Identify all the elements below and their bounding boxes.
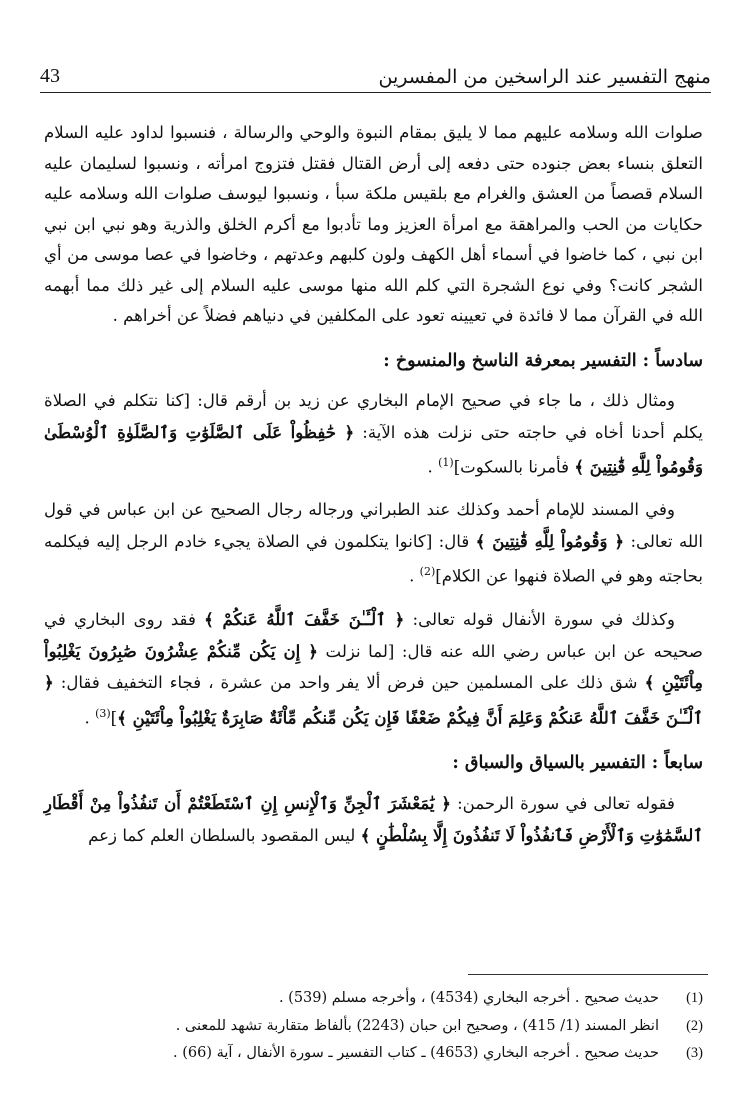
footnotes [60, 985, 703, 1068]
page-body [44, 118, 703, 851]
quran-verse: ﴿ حَٰفِظُواْ عَلَى ٱلصَّلَوَٰتِ وَٱلصَّلَوٰةِ ٱلْوُسْطَىٰ وَقُومُواْ لِلَّهِ قَٰنِتِينَ ﴾ [44, 421, 703, 477]
text-run: شق ذلك على المسلمين حين فرض ألا يفر واحد من عشرة ، فجاء التخفيف فقال: [53, 673, 645, 693]
paragraph-anfal: وكذلك في سورة الأنفال قوله تعالى: ﴿ ٱلْـَٔـٰنَ خَفَّفَ ٱللَّهُ عَنكُمْ ﴾ فقد روى البخاري في صحيحه عن ابن عباس رضي الله عنه قال: [لما نزلت ﴿ إِن يَكُن مِّنكُمْ عِشْرُونَ صَٰبِرُونَ يَغْلِبُواْ مِاْئَتَيْنِ ﴾ شق ذلك على المسلمين حين فرض ألا يفر واحد من عشرة ، فجاء التخفيف فقال: ﴿ ٱلْـَٔـٰنَ خَفَّفَ ٱللَّهُ عَنكُمْ وَعَلِمَ أَنَّ فِيكُمْ ضَعْفًا فَإِن يَكُن مِّنكُم مِّاْئَةٌ صَابِرَةٌ يَغْلِبُواْ مِاْئَتَيْنِ ﴾]$^{(3)}$ . [44, 609, 703, 728]
spacer [44, 592, 703, 604]
footnote-number: (3) [686, 1045, 703, 1061]
footnote-item [60, 985, 703, 1013]
footnote-text: حديث صحيح . أخرجه البخاري (4534) ، وأخرجه مسلم (539) . [278, 990, 659, 1006]
quran-verse: ﴿ وَقُومُواْ لِلَّهِ قَٰنِتِينَ ﴾ [475, 530, 625, 551]
paragraph-prophets: صلوات الله وسلامه عليهم مما لا يليق بمقام النبوة والوحي والرسالة ، فنسبوا لداود عليه السلام التعلق بنساء بعض جنوده حتى دفعه إلى أرض القتال فقتل فتزوج امرأته ، ونسبوا لسليمان عليه السلام قصصاً من العشق والغرام مع بلقيس ملكة سبأ ، ونسبوا ليوسف صلوات الله وسلامه عليه حكايات من الحب والمراهقة مع امرأة العزيز وما تأدبوا مع أكرم الخلق والذرية وهو نبي ابن نبي ابن نبي ، كما خاضوا في أسماء أهل الكهف ولون كلبهم وعدتهم ، وخاضوا في عصا موسى من أي الشجر كانت؟ وفي نوع الشجرة التي كلم الله منها موسى عليه السلام إلى غير ذلك مما أبهمه الله في القرآن مما لا فائدة في تعيينه تعود على المكلفين في دنياهم فضلاً عن أخراهم . [44, 123, 703, 325]
paragraph-rahman [44, 788, 703, 851]
quran-verse: ﴿ يَٰمَعْشَرَ ٱلْجِنِّ وَٱلْإِنسِ إِنِ ٱسْتَطَعْتُمْ أَن تَنفُذُواْ مِنْ أَقْطَارِ ٱلسَّمَٰوَٰتِ وَٱلْأَرْضِ فَٱنفُذُواْ لَا تَنفُذُونَ إِلَّا بِسُلْطَٰنٍ ﴾ [44, 793, 703, 845]
paragraph-zaid-hadith: ومثال ذلك ، ما جاء في صحيح الإمام البخاري عن زيد بن أرقم قال: [كنا نتكلم في الصلاة يكلم أحدنا أخاه في حاجته حتى نزلت هذه الآية: ﴿ حَٰفِظُواْ عَلَى ٱلصَّلَوَٰتِ وَٱلصَّلَوٰةِ ٱلْوُسْطَىٰ وَقُومُواْ لِلَّهِ قَٰنِتِينَ ﴾ فأمرنا بالسكوت]$^{(1)}$ . [44, 391, 703, 477]
footnote-text: انظر المسند (1/ 415) ، وصحيح ابن حبان (2243) بألفاظ متقاربة تشهد للمعنى . [175, 1017, 659, 1034]
footnote-item [60, 1040, 703, 1068]
quran-verse: ﴿ ٱلْـَٔـٰنَ خَفَّفَ ٱللَّهُ عَنكُمْ ﴾ [204, 609, 405, 630]
footnote-number: (1) [686, 990, 703, 1006]
text-run: فقد روى البخاري في صحيحه عن ابن عباس رضي الله عنه قال: [لما نزلت [44, 610, 703, 661]
section-heading-context: سابعاً : التفسير بالسياق والسباق : [452, 752, 703, 773]
footnote-reference[interactable]: (3) [95, 706, 111, 720]
text-run: فأمرنا بالسكوت] [453, 457, 575, 477]
quran-verse: ﴿ ٱلْـَٔـٰنَ خَفَّفَ ٱللَّهُ عَنكُمْ وَعَلِمَ أَنَّ فِيكُمْ ضَعْفًا فَإِن يَكُن مِّنكُم مِّاْئَةٌ صَابِرَةٌ يَغْلِبُواْ مِاْئَتَيْنِ ﴾ [44, 672, 703, 728]
footnote-reference[interactable]: (1) [438, 456, 454, 469]
text-run: وفي المسند للإمام أحمد وكذلك عند الطبراني ورجاله رجال الصحيح عن ابن عباس في قول الله تعالى: [44, 500, 703, 551]
page-number: 43 [40, 65, 60, 87]
header-divider [40, 92, 711, 93]
footnote-divider [468, 974, 708, 975]
paragraph-ibn-abbas: وفي المسند للإمام أحمد وكذلك عند الطبراني ورجاله رجال الصحيح عن ابن عباس في قول الله تعالى: ﴿ وَقُومُواْ لِلَّهِ قَٰنِتِينَ ﴾ قال: [كانوا يتكلمون في الصلاة يجيء خادم الرجل إليه فيكلمه بحاجته وهو في الصلاة فنهوا عن الكلام]$^{(2)}$ . [44, 500, 703, 586]
text-run: فقوله تعالى في سورة الرحمن: [450, 794, 675, 814]
running-title: منهج التفسير عند الراسخين من المفسرين [378, 66, 711, 88]
text-run: ] [110, 708, 118, 728]
spacer [44, 483, 703, 495]
section-heading-abrogation: سادساً : التفسير بمعرفة الناسخ والمنسوخ : [383, 350, 703, 371]
footnote-number: (2) [686, 1017, 703, 1034]
text-run: قال: [كانوا يتكلمون في الصلاة يجيء خادم الرجل إليه فيكلمه بحاجته وهو في الصلاة فنهوا عن الكلام] [44, 531, 703, 586]
footnote-item [60, 1013, 703, 1041]
quran-verse: ﴿ إِن يَكُن مِّنكُمْ عِشْرُونَ صَٰبِرُونَ يَغْلِبُواْ مِاْئَتَيْنِ ﴾ [44, 640, 703, 693]
text-run: ومثال ذلك ، ما جاء في صحيح الإمام البخاري عن زيد بن أرقم قال: [كنا نتكلم في الصلاة يكلم أحدنا أخاه في حاجته حتى نزلت هذه الآية: [44, 391, 703, 442]
footnote-text: حديث صحيح . أخرجه البخاري (4653) ـ كتاب التفسير ـ سورة الأنفال ، آية (66) . [173, 1045, 659, 1061]
text-run: ليس المقصود بالسلطان العلم كما زعم [88, 825, 361, 845]
text-run: وكذلك في سورة الأنفال قوله تعالى: [404, 610, 676, 630]
footnote-reference[interactable]: (2) [419, 565, 436, 579]
page-header [40, 58, 711, 88]
